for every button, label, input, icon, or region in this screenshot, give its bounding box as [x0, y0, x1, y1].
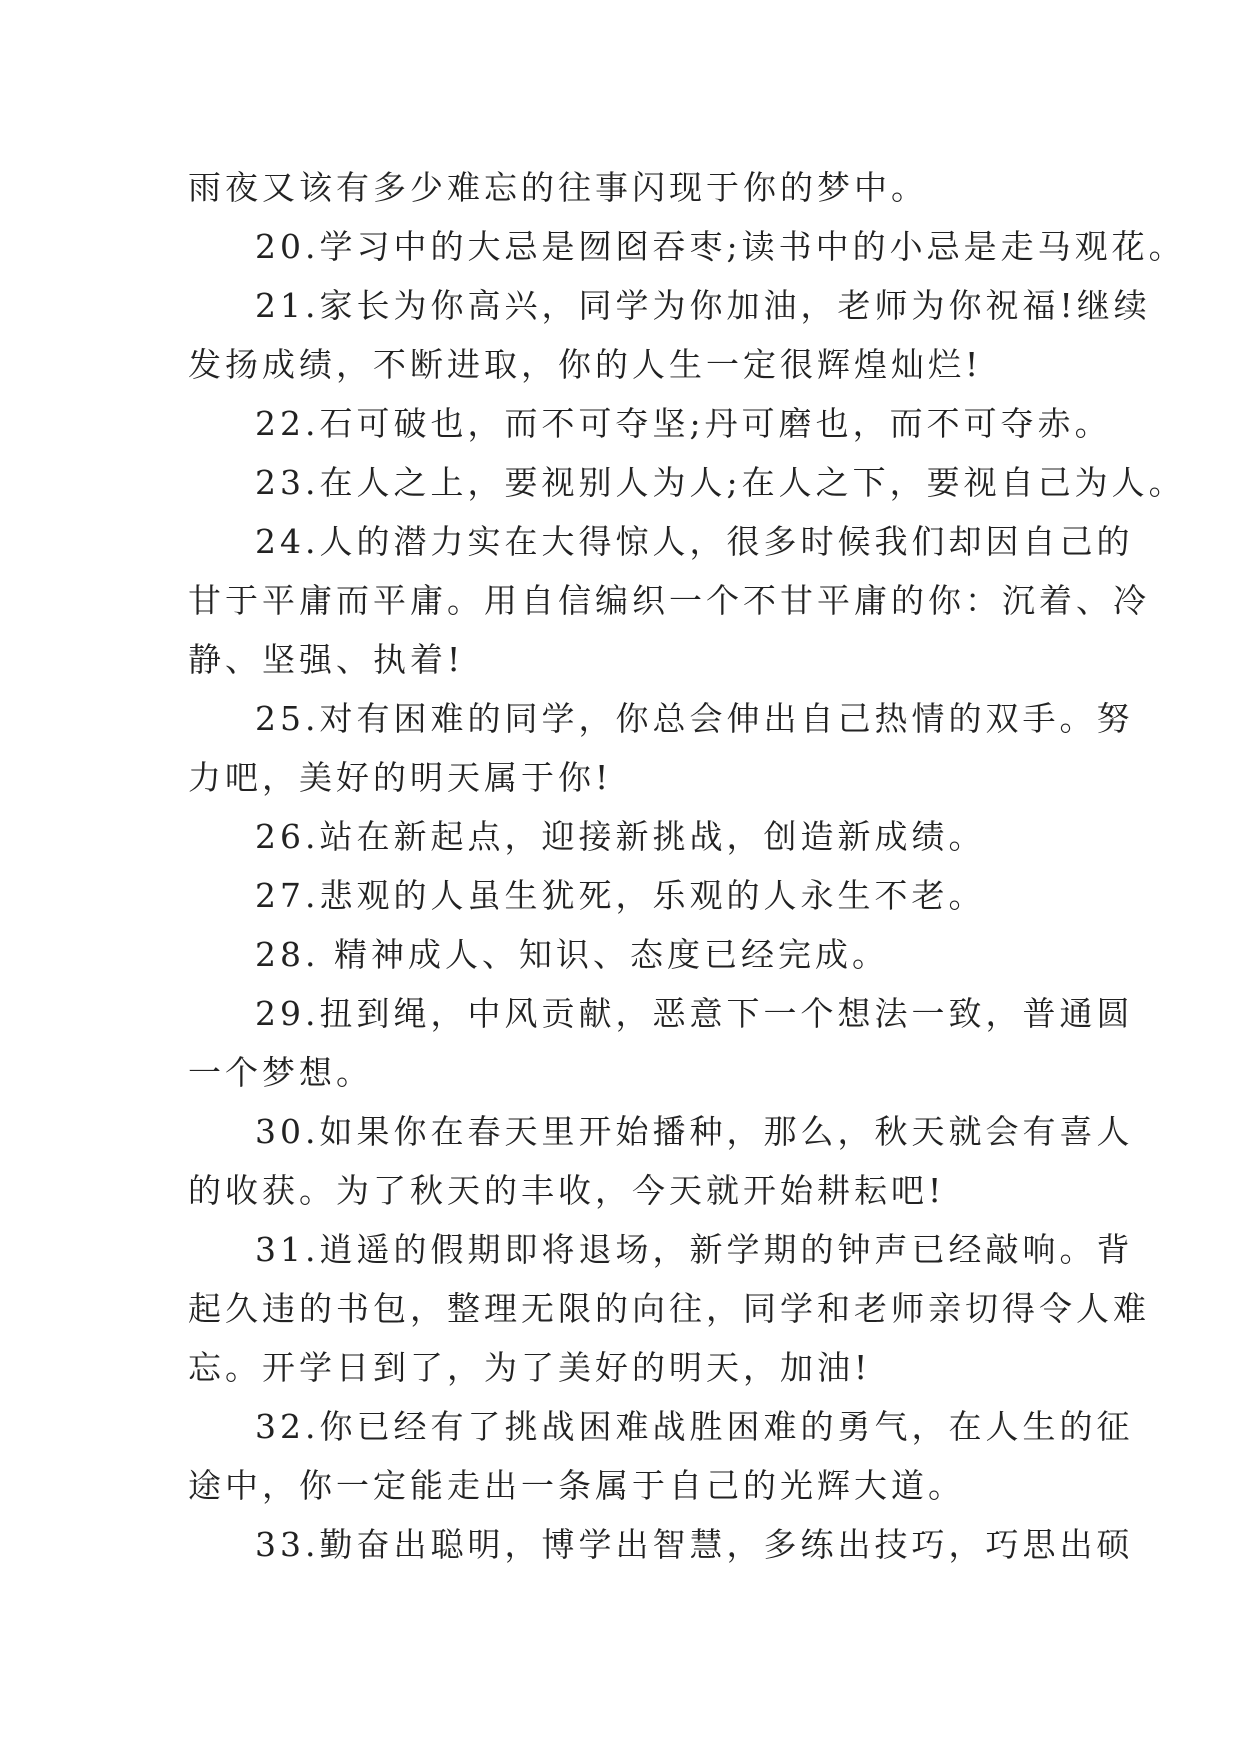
text-line: 雨夜又该有多少难忘的往事闪现于你的梦中。 — [188, 168, 928, 207]
text-line: 32.你已经有了挑战困难战胜困难的勇气，在人生的征 — [255, 1407, 1134, 1446]
text-line: 31.逍遥的假期即将退场，新学期的钟声已经敲响。背 — [255, 1230, 1134, 1269]
text-line: 发扬成绩，不断进取，你的人生一定很辉煌灿烂! — [188, 345, 983, 384]
document-body — [188, 158, 1186, 1574]
text-line: 途中，你一定能走出一条属于自己的光辉大道。 — [188, 1466, 965, 1505]
text-line: 21.家长为你高兴，同学为你加油，老师为你祝福!继续 — [255, 286, 1151, 325]
text-line: 25.对有困难的同学，你总会伸出自己热情的双手。努 — [255, 699, 1134, 738]
text-line: 忘。开学日到了，为了美好的明天，加油! — [188, 1348, 872, 1387]
text-line: 22.石可破也，而不可夺坚;丹可磨也，而不可夺赤。 — [255, 404, 1112, 443]
text-line: 28. 精神成人、知识、态度已经完成。 — [255, 935, 889, 974]
text-line: 20.学习中的大忌是囫囵吞枣;读书中的小忌是走马观花。 — [255, 227, 1186, 266]
text-line: 30.如果你在春天里开始播种，那么，秋天就会有喜人 — [255, 1112, 1134, 1151]
text-line: 24.人的潜力实在大得惊人，很多时候我们却因自己的 — [255, 522, 1134, 561]
text-line: 27.悲观的人虽生犹死，乐观的人永生不老。 — [255, 876, 986, 915]
text-line: 静、坚强、执着! — [188, 640, 465, 679]
text-line: 起久违的书包，整理无限的向往，同学和老师亲切得令人难 — [188, 1289, 1150, 1328]
text-line: 的收获。为了秋天的丰收，今天就开始耕耘吧! — [188, 1171, 946, 1210]
text-line: 一个梦想。 — [188, 1053, 373, 1092]
text-line: 33.勤奋出聪明，博学出智慧，多练出技巧，巧思出硕 — [255, 1525, 1134, 1564]
text-line: 力吧，美好的明天属于你! — [188, 758, 613, 797]
text-line: 29.扭到绳，中风贡献，恶意下一个想法一致，普通圆 — [255, 994, 1134, 1033]
text-line: 26.站在新起点，迎接新挑战，创造新成绩。 — [255, 817, 986, 856]
text-line: 23.在人之上，要视别人为人;在人之下，要视自己为人。 — [255, 463, 1186, 502]
text-line: 甘于平庸而平庸。用自信编织一个不甘平庸的你：沉着、冷 — [188, 581, 1150, 620]
